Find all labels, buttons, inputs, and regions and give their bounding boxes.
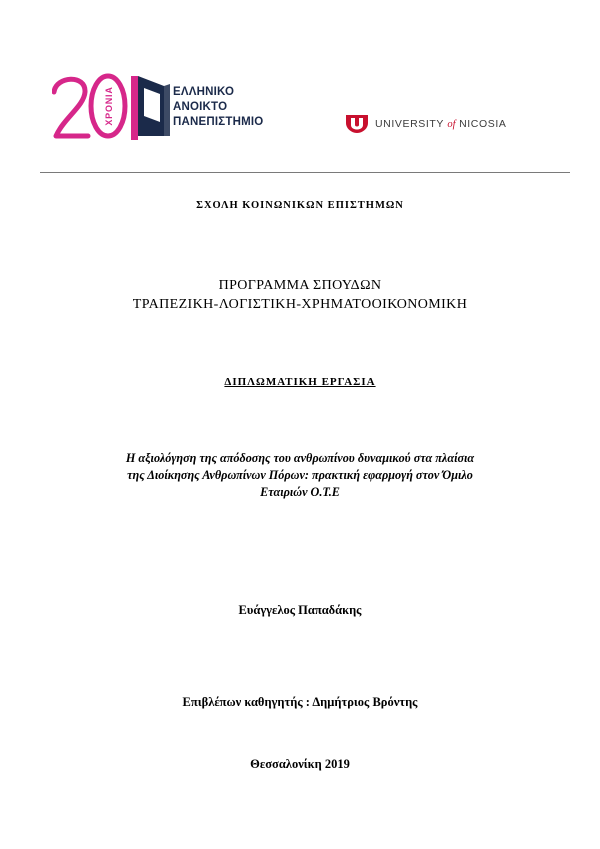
unic-shield-icon [345, 114, 369, 134]
place-and-date: Θεσσαλονίκη 2019 [250, 757, 350, 771]
thesis-title-line-2: της Διοίκησης Ανθρωπίνων Πόρων: πρακτική εφαρμογή στον Όμιλο [127, 468, 473, 482]
hou-name-line-2: ΑΝΟΙΚΤΟ [173, 101, 228, 113]
unic-name-nicosia: NICOSIA [459, 118, 507, 130]
school-name: ΣΧΟΛΗ ΚΟΙΝΩΝΙΚΩΝ ΕΠΙΣΤΗΜΩΝ [196, 200, 404, 211]
study-program [0, 276, 600, 314]
author-name: Ευάγγελος Παπαδάκης [238, 603, 362, 617]
hou-name-text [173, 85, 263, 130]
hellenic-open-university-logo [52, 70, 277, 142]
program-label: ΠΡΟΓΡΑΜΜΑ ΣΠΟΥΔΩΝ [218, 278, 382, 293]
university-of-nicosia-logo [345, 114, 545, 134]
thesis-type-heading: ΔΙΠΛΩΜΑΤΙΚΗ ΕΡΓΑΣΙΑ [224, 376, 376, 388]
unic-name-of: of [447, 119, 456, 130]
thesis-title-line-3: Εταιριών Ο.Τ.Ε [260, 485, 340, 499]
anniversary-word: ΧΡΟΝΙΑ [104, 86, 114, 126]
thesis-title [88, 450, 512, 501]
supervisor-line: Επιβλέπων καθηγητής : Δημήτριος Βρόντης [182, 695, 418, 709]
hou-name-line-3: ΠΑΝΕΠΙΣΤΗΜΙΟ [173, 116, 264, 128]
program-name: ΤΡΑΠΕΖΙΚΗ-ΛΟΓΙΣΤΙΚΗ-ΧΡΗΜΑΤΟΟΙΚΟΝΟΜΙΚΗ [132, 297, 468, 312]
unic-name-text [375, 118, 506, 130]
unic-name-university: UNIVERSITY [375, 118, 444, 130]
hou-name-line-1: ΕΛΛΗΝΙΚΟ [173, 86, 235, 98]
header-divider [40, 172, 570, 173]
thesis-title-line-1: Η αξιολόγηση της απόδοσης του ανθρωπίνου δυναμικού στα πλαίσια [125, 451, 475, 465]
